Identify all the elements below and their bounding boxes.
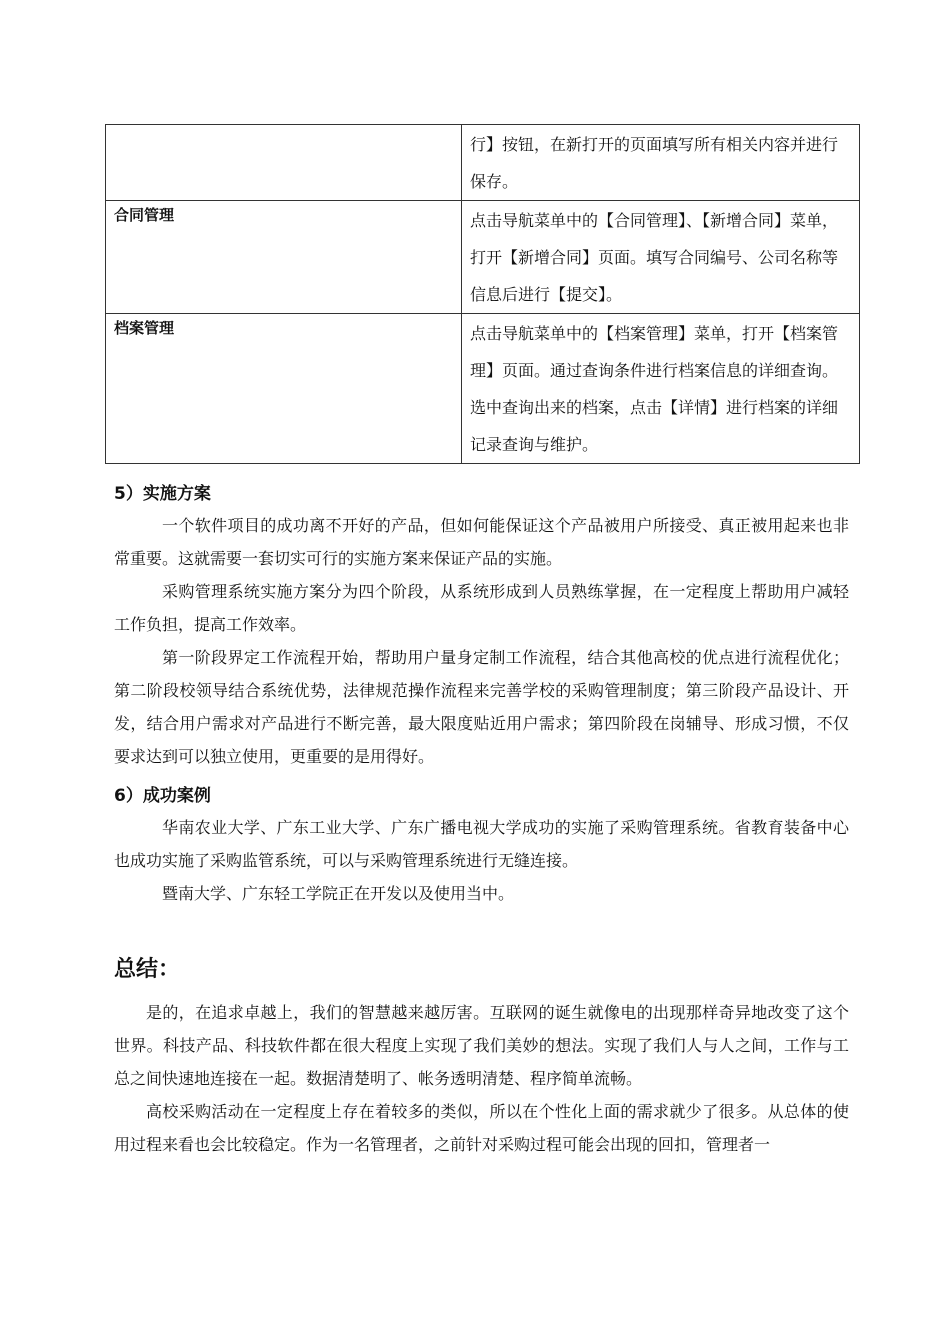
paragraph: 第一阶段界定工作流程开始，帮助用户量身定制工作流程，结合其他高校的优点进行流程优化；第二阶段校领导结合系统优势，法律规范操作流程来完善学校的采购管理制度；第三阶段产品设计、开发，结合用户需求对产品进行不断完善，最大限度贴近用户需求；第四阶段在岗辅导、形成习惯，不仅要求达到可以独立使用，更重要的是用得好。	[114, 648, 849, 766]
table-cell-desc: 行】按钮，在新打开的页面填写所有相关内容并进行保存。	[462, 125, 860, 201]
summary-heading: 总结：	[114, 957, 181, 982]
section-heading: 5）实施方案	[114, 484, 211, 504]
function-name: 合同管理	[114, 206, 175, 224]
paragraph: 高校采购活动在一定程度上存在着较多的类似，所以在个性化上面的需求就少了很多。从总体的使用过程来看也会比较稳定。作为一名管理者，之前针对采购过程可能会出现的回扣，管理者一	[114, 1102, 849, 1154]
section-success-cases	[114, 781, 849, 910]
paragraph: 华南农业大学、广东工业大学、广东广播电视大学成功的实施了采购管理系统。省教育装备中心也成功实施了采购监管系统，可以与采购管理系统进行无缝连接。	[114, 818, 849, 870]
paragraph: 一个软件项目的成功离不开好的产品，但如何能保证这个产品被用户所接受、真正被用起来也非常重要。这就需要一套切实可行的实施方案来保证产品的实施。	[114, 516, 849, 568]
paragraph: 是的，在追求卓越上，我们的智慧越来越厉害。互联网的诞生就像电的出现那样奇异地改变了这个世界。科技产品、科技软件都在很大程度上实现了我们美妙的想法。实现了我们人与人之间，工作与工总之间快速地连接在一起。数据清楚明了、帐务透明清楚、程序简单流畅。	[114, 1003, 849, 1088]
table-row	[106, 125, 860, 201]
section-summary	[114, 952, 849, 1161]
table-row	[106, 201, 860, 314]
table-cell-desc: 点击导航菜单中的【档案管理】菜单，打开【档案管理】页面。通过查询条件进行档案信息的详细查询。选中查询出来的档案，点击【详情】进行档案的详细记录查询与维护。	[462, 314, 860, 464]
table-cell-name	[106, 201, 462, 314]
table-cell-desc: 点击导航菜单中的【合同管理】、【新增合同】菜单，打开【新增合同】页面。填写合同编号、公司名称等信息后进行【提交】。	[462, 201, 860, 314]
function-table	[105, 124, 860, 464]
table-row	[106, 314, 860, 464]
function-name: 档案管理	[114, 319, 175, 337]
section-heading: 6）成功案例	[114, 786, 211, 806]
section-implementation	[114, 479, 849, 773]
table-cell-name	[106, 314, 462, 464]
table-cell-name	[106, 125, 462, 201]
paragraph: 暨南大学、广东轻工学院正在开发以及使用当中。	[162, 884, 515, 903]
paragraph: 采购管理系统实施方案分为四个阶段，从系统形成到人员熟练掌握，在一定程度上帮助用户减轻工作负担，提高工作效率。	[114, 582, 849, 634]
